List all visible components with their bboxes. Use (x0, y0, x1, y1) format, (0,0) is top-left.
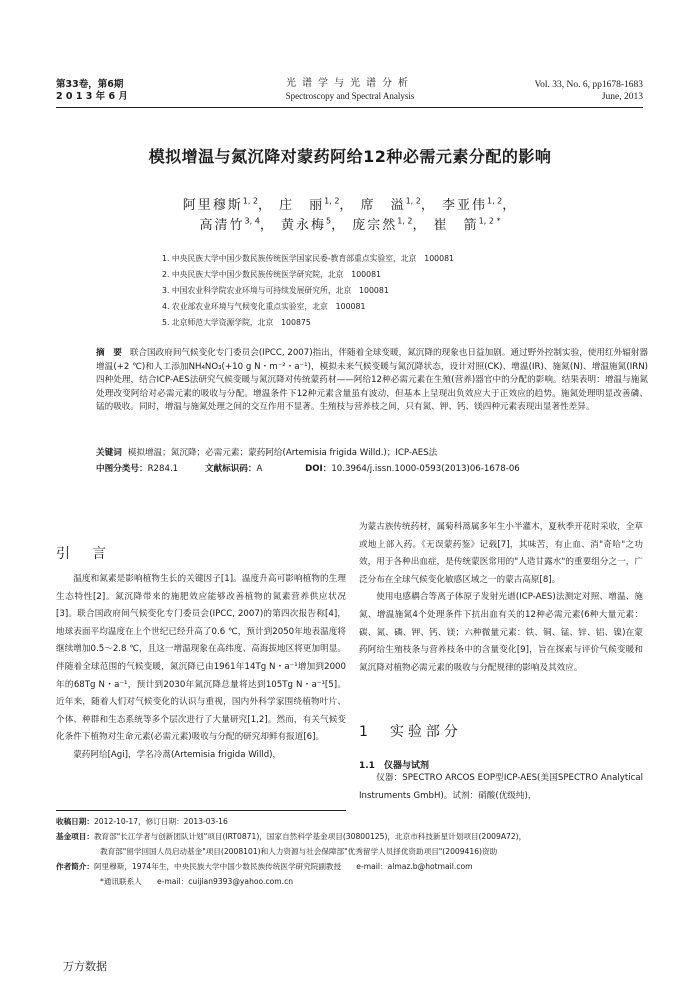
clc-value: R284.1 (147, 464, 179, 474)
affiliation: 2. 中央民族大学中国少数民族传统医学研究院，北京 100081 (162, 270, 382, 279)
author: 崔 箭$^{1, 2 *}$ (433, 216, 501, 233)
author: 庄 丽$^{1, 2}$ (279, 196, 340, 213)
fund-line-1: 基金项目：教育部"长江学者与创新团队计划"项目(IRT0871)，国家自然科学基金项目(30800125)，北京市科技新星计划项目(2009A72)， (56, 832, 527, 841)
method-paragraph: 使用电感耦合等离子体原子发射光谱(ICP-AES)法测定对照、增温、施氮、增温施氮4个处理条件下抗出血有关的12种必需元素(6种大量元素：碳、氮、磷、钾、钙、镁；六种微量元素：铁、铜、锰、锌、铝、镍)在蒙药阿给生殖枝条与营养枝条中的含量变化[9]，旨在探索与评价气候变暖和氮沉降对植物必需元素的吸收与分配规律的影响及其效应。 (359, 592, 643, 673)
doi-label: DOI： (305, 464, 332, 474)
doc-code-value: A (256, 464, 263, 474)
watermark-text: 万方数据 (63, 960, 107, 973)
paper-title: 模拟增温与氮沉降对蒙药阿给12种必需元素分配的影响 (148, 147, 552, 166)
author-line-1: 阿里穆斯$^{1, 2}$， 庄 丽$^{1, 2}$， 席 溢$^{1, 2}$， 李亚伟$^{1, 2}$， (182, 196, 518, 213)
journal-name-cn: 光谱学与光谱分析 (286, 78, 414, 89)
affiliation: 1. 中央民族大学中国少数民族传统医学国家民委-教育部重点实验室，北京 100081 (162, 254, 454, 263)
intro-paragraph: 蒙药阿给[Agi]，学名冷蒿(Artemisia frigida Willd)， (73, 749, 282, 760)
instruments-text: 仪器：SPECTRO ARCOS EOP型ICP-AES(美国SPECTRO Analytical Instruments GmbH)。试剂：硝酸(优级纯)， (359, 773, 643, 801)
right-column-body (359, 519, 643, 677)
footnote-rule (56, 810, 346, 811)
received-date: 收稿日期：2012-10-17，修订日期：2013-03-16 (56, 817, 228, 826)
affiliation: 5. 北京师范大学资源学院，北京 100875 (162, 318, 311, 327)
clc-label: 中图分类号： (96, 464, 148, 474)
classification-line (96, 462, 520, 474)
date-en: June, 2013 (601, 92, 643, 102)
corresponding-author: *通讯联系人 e-mail：cuijian9393@yahoo.com.cn (100, 877, 294, 886)
fund-line-2: 教育部"留学回国人员启动基金"项目(2008101)和人力资源与社会保障部"优秀留学人员择优资助项目"(2009416)资助 (100, 847, 498, 856)
author-bio: 作者简介：阿里穆斯，1974年生，中央民族大学中国少数民族传统医学研究院副教授 e-mail：almaz.b@hotmail.com (56, 862, 473, 871)
abstract (96, 347, 648, 415)
volume-cn: 第33卷，第6期 (56, 79, 124, 90)
journal-name-en: Spectroscopy and Spectral Analysis (285, 91, 415, 101)
author: 庞宗然$^{1, 2}$ (352, 216, 413, 233)
affiliation: 4. 农业部农业环境与气候变化重点实验室，北京 100081 (162, 302, 366, 311)
intro-paragraph: 温度和氮素是影响植物生长的关键因子[1]。温度升高可影响植物的生理生态特性[2]。氮沉降带来的施肥效应能够改善植物的氮素营养供应状况[3]。联合国政府间气候变化专门委员会(IPCC, 2007)的第四次报告称[4]，地球表面平均温度在上个世纪已经升高了0.6 ℃，预计到2050年地表温度将继续增加0.5～2.8 ℃，且这一增温现象在高纬度、高海拔地区将更加明显。伴随着全球范围的气候变暖，氮沉降已由1961年14Tg N・a⁻¹增加到2000年的68Tg N・a⁻¹，预计到2030年氮沉降总量将达到105Tg N・a⁻¹[5]。近年来，随着人们对气候变化的认识与重视，国内外科学家围绕植物叶片、个体、种群和生态系统等多个层次进行了大量研究[1,2]。然而，有关气候变化条件下植物对生命元素(必需元素)吸收与分配的研究却鲜有报道[6]。 (56, 574, 346, 743)
author: 高清竹$^{3, 4}$ (199, 216, 260, 233)
volume-en: Vol. 33, No. 6, pp1678-1683 (534, 80, 643, 90)
author: 黄永梅$^5$ (280, 216, 332, 233)
author-line-2: 高清竹$^{3, 4}$， 黄永梅$^5$， 庞宗然$^{1, 2}$， 崔 箭$^{1, 2 *}$ (199, 216, 501, 233)
journal-volume-cn (56, 79, 128, 103)
affiliation: 3. 中国农业科学院农业环境与可持续发展研究所，北京 100081 (162, 286, 389, 295)
journal-name (240, 78, 460, 102)
intro-heading: 引 言 (56, 546, 110, 562)
doc-code-label: 文献标识码： (204, 464, 257, 474)
subsection-heading: 1.1 仪器与试剂 (359, 761, 429, 771)
journal-volume-en (534, 79, 643, 103)
intro-body (56, 571, 346, 765)
keywords-label: 关键词 (96, 448, 122, 458)
abstract-text: 联合国政府间气候变化专门委员会(IPCC, 2007)指出，伴随着全球变暖，氮沉降的现象也日益加剧。通过野外控制实验，使用红外辐射器增温(+2 ℃)和人工添加NH₄NO₃(+10 g N・m⁻²・a⁻¹)，模拟未来气候变暖与氮沉降状态，设计对照(CK)、增温(IR)、施氮(N)、增温施氮(IRN)四种处理，结合ICP-AES法研究气候变暖与氮沉降对传统蒙药材——阿给12种必需元素在生殖(营养)器官中的分配的影响。结果表明：增温与施氮处理改变阿给对必需元素的吸收与分配。增温条件下12种元素含量虽有波动，但基本上呈现出负效应大于正效应的趋势。施氮处理明显改善磷、锰的吸收。同时，增温与施氮处理之间的交互作用不显著。生殖枝与营养枝之间，只有氮、钾、钙、镁四种元素表现出显著性差异。 (96, 348, 648, 412)
keywords-text: 模拟增温；氮沉降；必需元素；蒙药阿给(Artemisia frigida Willd.)；ICP-AES法 (127, 448, 438, 458)
date-cn: 2 0 1 3 年 6 月 (56, 91, 128, 102)
author: 阿里穆斯$^{1, 2}$ (182, 196, 258, 213)
author: 席 溢$^{1, 2}$ (360, 196, 421, 213)
abstract-label: 摘 要 (96, 348, 122, 358)
section-heading: 1 实验部分 (359, 724, 462, 740)
header-rule (56, 107, 643, 108)
doi-value: 10.3964/j.issn.1000-0593(2013)06-1678-06 (331, 464, 520, 474)
paragraph-continuation: 为蒙古族传统药材，属菊科蒿属多年生小半灌木，夏秋季开花时采收，全草或地上部入药。《无误蒙药鉴》记载[7]，其味苦，有止血、消"奇哈"之功效，用于各种出血症，是传统蒙医常用的"人造甘露水"的重要组分之一，广泛分布在全球气候变化敏感区域之一的蒙古高原[8]。 (359, 522, 643, 585)
keywords (96, 446, 437, 458)
author: 李亚伟$^{1, 2}$ (441, 196, 503, 213)
